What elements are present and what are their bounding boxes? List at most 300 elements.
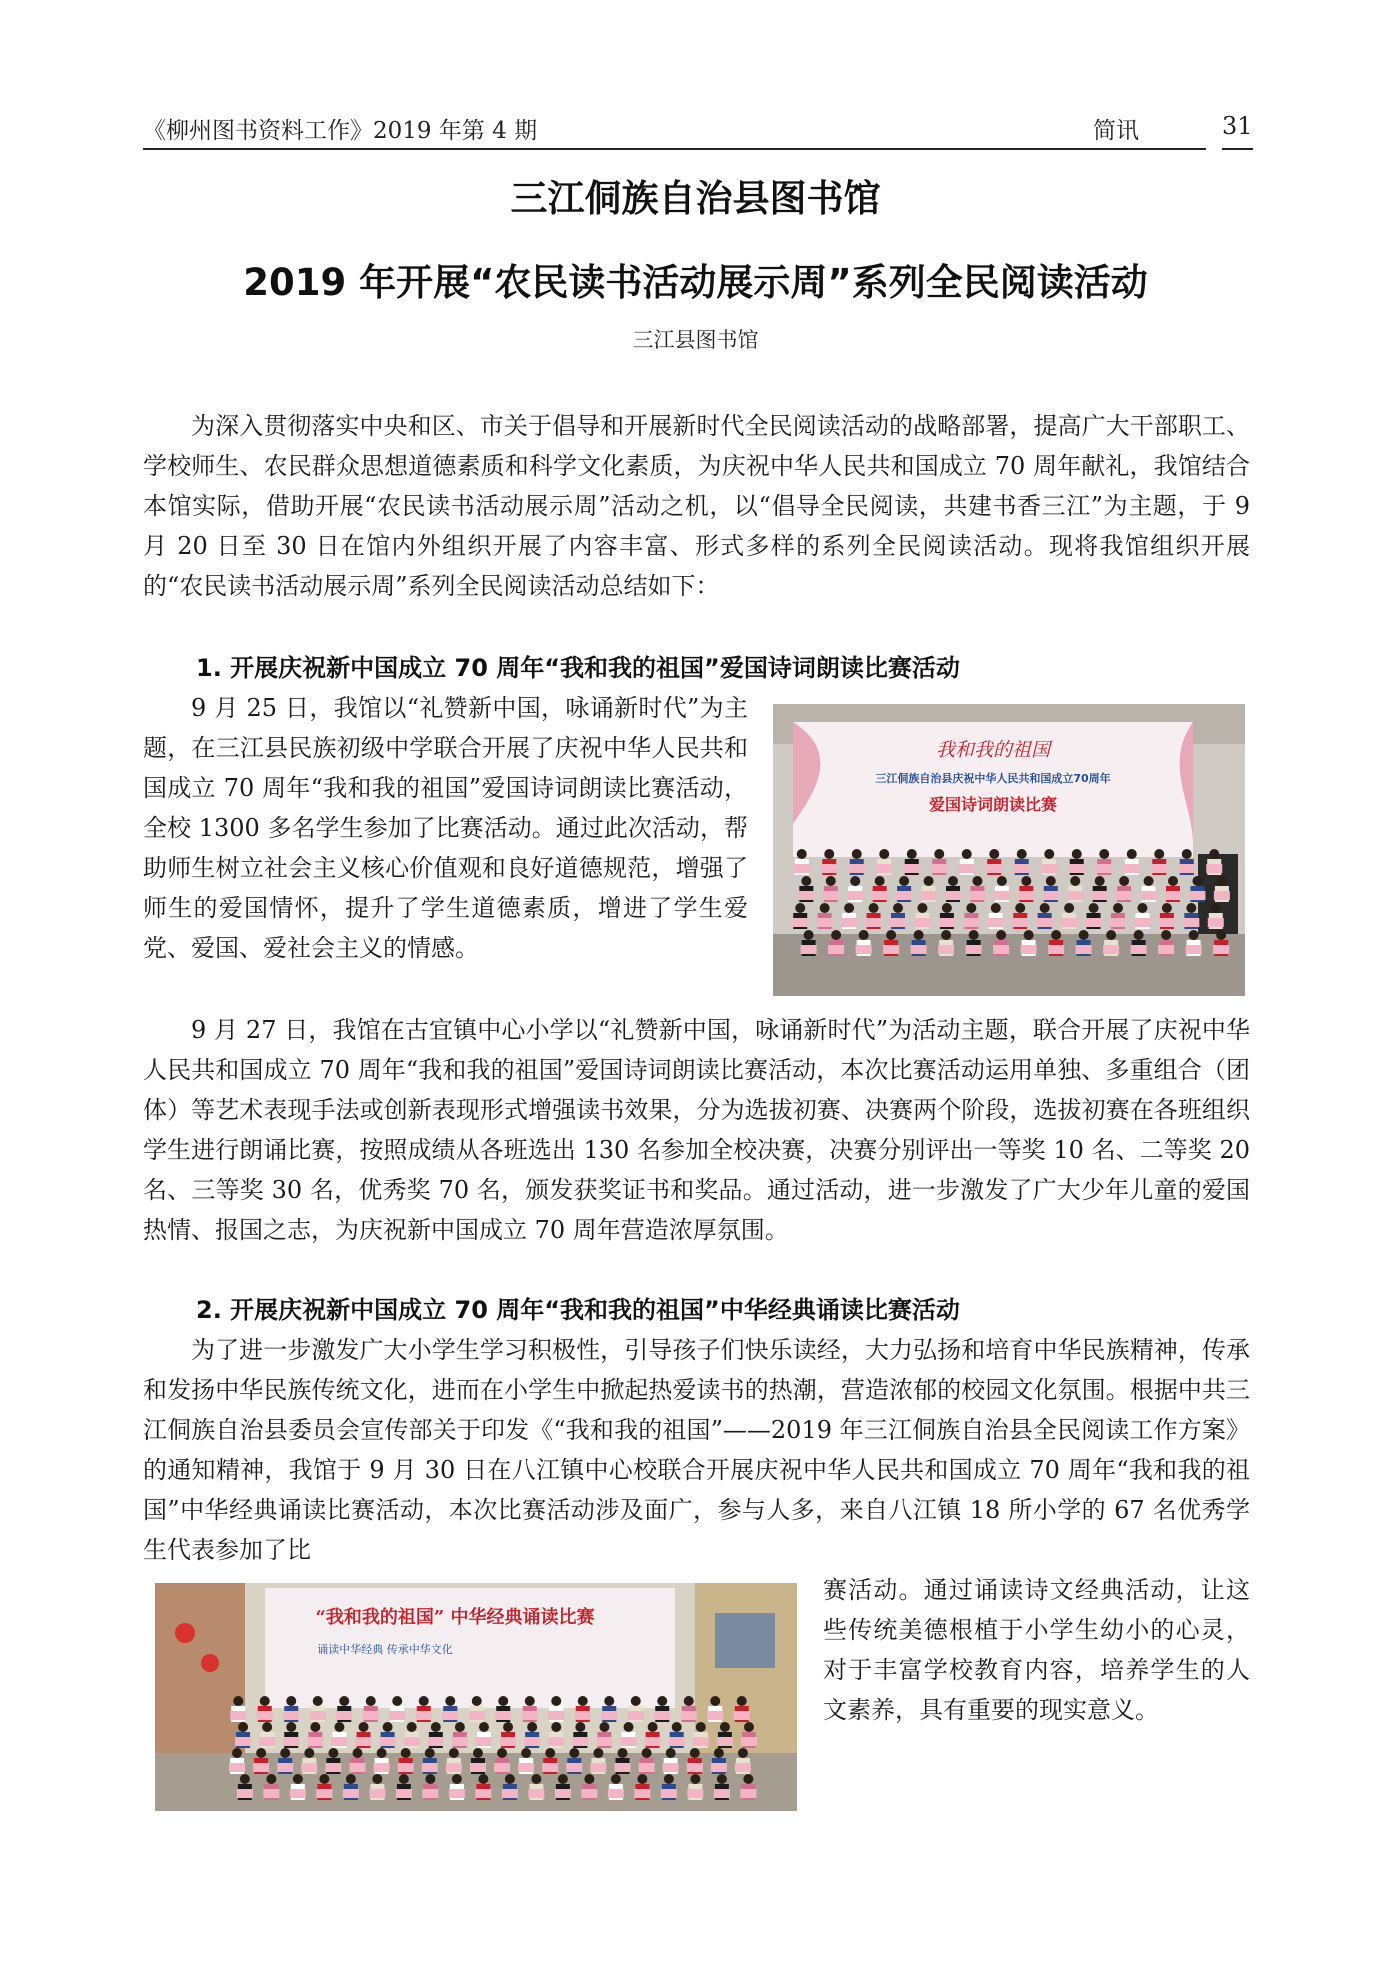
certificate: [693, 1737, 709, 1746]
student-head: [304, 1748, 314, 1758]
recital-banner-title: “我和我的祖国” 中华经典诵读比赛: [315, 1607, 595, 1628]
student-head: [690, 1748, 700, 1758]
poetry-contest-photo: [773, 704, 1245, 996]
student-head: [907, 849, 917, 859]
student-head: [1189, 930, 1199, 940]
certificate: [872, 891, 888, 900]
student-head: [1168, 876, 1178, 886]
certificate: [801, 945, 817, 954]
student-head: [850, 876, 860, 886]
student-head: [997, 876, 1007, 886]
student-head: [934, 849, 944, 859]
certificate: [572, 1737, 588, 1746]
student-head: [720, 1722, 730, 1732]
certificate: [1189, 891, 1205, 900]
student-head: [527, 1722, 537, 1732]
certificate: [1069, 864, 1085, 873]
student-head: [479, 1722, 489, 1732]
student-head: [996, 930, 1006, 940]
student-head: [558, 1774, 568, 1784]
certificate: [938, 945, 954, 954]
certificate: [966, 945, 982, 954]
certificate: [849, 864, 865, 873]
student-head: [286, 1722, 296, 1732]
student-head: [497, 1748, 507, 1758]
certificate: [518, 1763, 534, 1772]
certificate: [714, 1789, 730, 1798]
certificate: [1037, 918, 1053, 927]
student-head: [1051, 930, 1061, 940]
student-head: [844, 903, 854, 913]
certificate: [343, 1789, 359, 1798]
intro-paragraph: 为深入贯彻落实中央和区、市关于倡导和开展新时代全民阅读活动的战略部署，提高广大干部职工、学校师生、农民群众思想道德素质和科学文化素质，为庆祝中华人民共和国成立 70 周年献礼，我馆结合本馆实际，借助开展“农民读书活动展示周”活动之机，以“倡导全民阅读，共建书香三江”为主题，于 9 月 20 日至 30 日在馆内外组织开展了内容丰富、形式多样的系列全民阅读活动。现将我馆组织开展的“农民读书活动展示周”系列全民阅读活动总结如下：: [143, 412, 1250, 600]
student-head: [879, 849, 889, 859]
student-head: [1024, 930, 1034, 940]
certificate: [687, 1789, 703, 1798]
student-head: [710, 1696, 720, 1706]
student-head: [804, 930, 814, 940]
certificate: [1213, 945, 1229, 954]
certificate: [681, 1711, 697, 1720]
certificate: [628, 1711, 644, 1720]
student-head: [924, 876, 934, 886]
student-head: [826, 876, 836, 886]
student-head: [366, 1696, 376, 1706]
certificate: [575, 1711, 591, 1720]
banner-script-text: 我和我的祖国: [935, 739, 1051, 761]
student-head: [690, 1774, 700, 1784]
student-head: [966, 903, 976, 913]
certificate: [1208, 918, 1224, 927]
student-head: [310, 1722, 320, 1732]
certificate: [817, 918, 833, 927]
certificate: [890, 918, 906, 927]
section2-heading: 2. 开展庆祝新中国成立 70 周年“我和我的祖国”中华经典诵读比赛活动: [196, 1296, 960, 1324]
certificate: [1086, 918, 1102, 927]
certificate: [290, 1789, 306, 1798]
section1-paragraph2: 9 月 27 日，我馆在古宜镇中心小学以“礼赞新中国，咏诵新时代”为活动主题，联合开展了庆祝中华人民共和国成立 70 周年“我和我的祖国”爱国诗词朗读比赛活动，本次比赛活动运用单独、多重组合（团体）等艺术表现手法或创新表现形式增强读书效果，分为选拔初赛、决赛两个阶段，选拔初赛在各班组织学生进行朗诵比赛，按照成绩从各班选出 130 名参加全校决赛，决赛分别评出一等奖 10 名、二等奖 20 名、三等奖 30 名，优秀奖 70 名，颁发获奖证书和奖品。通过活动，进一步激发了广大少年儿童的爱国热情、报国之志，为庆祝新中国成立 70 周年营造浓厚氛围。: [143, 1016, 1250, 1244]
certificate: [1103, 945, 1119, 954]
certificate: [524, 1737, 540, 1746]
certificate: [1214, 891, 1230, 900]
certificate: [687, 1763, 703, 1772]
certificate: [422, 1789, 438, 1798]
certificate: [883, 945, 899, 954]
certificate: [1096, 864, 1112, 873]
certificate: [1151, 864, 1167, 873]
student-head: [941, 930, 951, 940]
certificate: [621, 1737, 637, 1746]
student-head: [256, 1748, 266, 1758]
student-head: [631, 1696, 641, 1706]
student-head: [1144, 876, 1154, 886]
classics-recital-photo-art: [155, 1583, 797, 1811]
student-head: [972, 876, 982, 886]
student-head: [648, 1722, 658, 1732]
banner-line-text: 三江侗族自治县庆祝中华人民共和国成立70周年: [875, 772, 1111, 785]
student-head: [472, 1696, 482, 1706]
student-head: [1089, 903, 1099, 913]
certificate: [1186, 945, 1202, 954]
certificate: [257, 1711, 273, 1720]
certificate: [331, 1737, 347, 1746]
certificate: [389, 1711, 405, 1720]
student-head: [578, 1696, 588, 1706]
article-title-line1: 三江侗族自治县图书馆: [510, 177, 881, 220]
certificate: [1206, 864, 1222, 873]
student-head: [1119, 876, 1129, 886]
certificate: [475, 1789, 491, 1798]
certificate: [711, 1763, 727, 1772]
certificate: [959, 864, 975, 873]
student-head: [575, 1722, 585, 1732]
certificate: [369, 1789, 385, 1798]
certificate: [876, 864, 892, 873]
student-head: [521, 1748, 531, 1758]
student-head: [824, 849, 834, 859]
student-head: [505, 1774, 515, 1784]
certificate: [283, 1711, 299, 1720]
student-head: [1186, 903, 1196, 913]
certificate: [993, 945, 1009, 954]
student-head: [1064, 903, 1074, 913]
certificate: [794, 864, 810, 873]
student-head: [886, 930, 896, 940]
student-head: [401, 1748, 411, 1758]
certificate: [792, 918, 808, 927]
classics-recital-photo: [155, 1583, 797, 1811]
certificate: [717, 1737, 733, 1746]
student-head: [1044, 849, 1054, 859]
certificate: [442, 1711, 458, 1720]
certificate: [1131, 945, 1147, 954]
student-head: [262, 1722, 272, 1732]
student-head: [232, 1748, 242, 1758]
student-head: [1021, 876, 1031, 886]
student-head: [1046, 876, 1056, 886]
student-head: [569, 1748, 579, 1758]
student-head: [531, 1774, 541, 1784]
student-head: [991, 903, 1001, 913]
student-head: [1211, 903, 1221, 913]
certificate: [639, 1763, 655, 1772]
student-head: [948, 876, 958, 886]
red-lantern: [175, 1623, 195, 1643]
certificate: [566, 1763, 582, 1772]
student-head: [425, 1748, 435, 1758]
student-head: [611, 1774, 621, 1784]
student-head: [859, 930, 869, 940]
certificate: [283, 1737, 299, 1746]
certificate: [470, 1763, 486, 1772]
student-head: [525, 1696, 535, 1706]
poetry-contest-photo-art: [773, 704, 1245, 996]
certificate: [1116, 891, 1132, 900]
student-head: [738, 1748, 748, 1758]
certificate: [555, 1789, 571, 1798]
student-head: [717, 1774, 727, 1784]
certificate: [654, 1711, 670, 1720]
article-title-line2: 2019 年开展“农民读书活动展示周”系列全民阅读活动: [243, 261, 1148, 304]
header-rule: [143, 148, 1206, 150]
student-head: [795, 903, 805, 913]
certificate: [741, 1737, 757, 1746]
student-head: [657, 1696, 667, 1706]
certificate: [740, 1789, 756, 1798]
student-head: [266, 1774, 276, 1784]
recital-banner-sub: 诵读中华经典 传承中华文化: [317, 1643, 453, 1656]
student-head: [1162, 903, 1172, 913]
student-head: [664, 1774, 674, 1784]
student-head: [445, 1696, 455, 1706]
certificate: [661, 1789, 677, 1798]
certificate: [363, 1711, 379, 1720]
certificate: [1134, 918, 1150, 927]
student-head: [737, 1696, 747, 1706]
student-head: [233, 1696, 243, 1706]
certificate: [259, 1737, 275, 1746]
student-head: [1154, 849, 1164, 859]
student-head: [240, 1774, 250, 1784]
certificate: [548, 1737, 564, 1746]
certificate: [590, 1763, 606, 1772]
student-head: [743, 1774, 753, 1784]
student-head: [419, 1696, 429, 1706]
certificate: [542, 1763, 558, 1772]
certificate: [253, 1763, 269, 1772]
section-label: 简讯: [1093, 118, 1139, 144]
section1-paragraph1: 9 月 25 日，我馆以“礼赞新中国，咏诵新时代”为主题，在三江县民族初级中学联合开展了庆祝中华人民共和国成立 70 周年“我和我的祖国”爱国诗词朗读比赛活动，全校 1300 多名学生参加了比赛活动。通过此次活动，帮助师生树立社会主义核心价值观和良好道德规范，增强了师生的爱国情怀，提升了学生道德素质，增进了学生爱党、爱国、爱社会主义的情感。: [143, 694, 748, 962]
certificate: [911, 945, 927, 954]
certificate: [416, 1711, 432, 1720]
student-head: [1106, 930, 1116, 940]
student-head: [1040, 903, 1050, 913]
student-head: [672, 1722, 682, 1732]
student-head: [1137, 903, 1147, 913]
certificate: [821, 864, 837, 873]
certificate: [856, 945, 872, 954]
certificate: [350, 1763, 366, 1772]
student-head: [624, 1722, 634, 1732]
student-head: [1099, 849, 1109, 859]
certificate: [707, 1711, 723, 1720]
student-head: [238, 1722, 248, 1732]
certificate: [494, 1763, 510, 1772]
certificate: [1067, 891, 1083, 900]
certificate: [476, 1737, 492, 1746]
certificate: [229, 1763, 245, 1772]
certificate: [446, 1763, 462, 1772]
certificate: [1179, 864, 1195, 873]
student-head: [353, 1748, 363, 1758]
student-head: [372, 1774, 382, 1784]
student-head: [584, 1774, 594, 1784]
certificate: [301, 1763, 317, 1772]
journal-header: 《柳州图书资料工作》2019 年第 4 期: [143, 118, 538, 144]
student-head: [452, 1774, 462, 1784]
student-head: [551, 1696, 561, 1706]
certificate: [548, 1711, 564, 1720]
student-head: [801, 876, 811, 886]
student-head: [359, 1722, 369, 1732]
student-head: [478, 1774, 488, 1784]
student-head: [392, 1696, 402, 1706]
student-head: [637, 1774, 647, 1784]
certificate: [823, 891, 839, 900]
student-head: [684, 1696, 694, 1706]
certificate: [1141, 891, 1157, 900]
student-head: [642, 1748, 652, 1758]
student-head: [1216, 930, 1226, 940]
page-number: 31: [1222, 112, 1253, 150]
certificate: [404, 1737, 420, 1746]
certificate: [1183, 918, 1199, 927]
certificate: [1158, 945, 1174, 954]
certificate: [963, 918, 979, 927]
certificate: [634, 1789, 650, 1798]
student-head: [1079, 930, 1089, 940]
student-head: [377, 1748, 387, 1758]
certificate: [914, 918, 930, 927]
student-head: [914, 930, 924, 940]
certificate: [581, 1789, 597, 1798]
student-head: [449, 1748, 459, 1758]
certificate: [669, 1737, 685, 1746]
article-author: 三江县图书馆: [632, 328, 759, 352]
student-head: [852, 849, 862, 859]
certificate: [1092, 891, 1108, 900]
certificate: [1014, 864, 1030, 873]
student-head: [293, 1774, 303, 1784]
certificate: [522, 1711, 538, 1720]
certificate: [1048, 945, 1064, 954]
certificate: [528, 1789, 544, 1798]
certificate: [356, 1737, 372, 1746]
certificate: [921, 891, 937, 900]
student-head: [942, 903, 952, 913]
certificate: [1159, 918, 1175, 927]
certificate: [1076, 945, 1092, 954]
certificate: [988, 918, 1004, 927]
student-head: [346, 1774, 356, 1784]
certificate: [235, 1737, 251, 1746]
certificate: [316, 1789, 332, 1798]
certificate: [449, 1789, 465, 1798]
student-head: [989, 849, 999, 859]
student-head: [618, 1748, 628, 1758]
certificate: [931, 864, 947, 873]
certificate: [1012, 918, 1028, 927]
certificate: [866, 918, 882, 927]
section1-heading: 1. 开展庆祝新中国成立 70 周年“我和我的祖国”爱国诗词朗读比赛活动: [196, 654, 960, 682]
certificate: [986, 864, 1002, 873]
student-head: [666, 1748, 676, 1758]
student-head: [875, 876, 885, 886]
student-head: [407, 1722, 417, 1732]
certificate: [495, 1711, 511, 1720]
student-head: [797, 849, 807, 859]
banner-title-text: 爱国诗词朗读比赛: [928, 795, 1058, 814]
certificate: [994, 891, 1010, 900]
certificate: [904, 864, 920, 873]
certificate: [1018, 891, 1034, 900]
certificate: [469, 1711, 485, 1720]
student-head: [1182, 849, 1192, 859]
student-head: [1192, 876, 1202, 886]
certificate: [1061, 918, 1077, 927]
certificate: [663, 1763, 679, 1772]
student-head: [455, 1722, 465, 1732]
student-head: [696, 1722, 706, 1732]
certificate: [945, 891, 961, 900]
certificate: [601, 1711, 617, 1720]
certificate: [608, 1789, 624, 1798]
student-head: [545, 1748, 555, 1758]
certificate: [310, 1711, 326, 1720]
section2-paragraph2: 赛活动。通过诵读诗文经典活动，让这些传统美德根植于小学生幼小的心灵，对于丰富学校教育内容，培养学生的人文素养，具有重要的现实意义。: [823, 1576, 1250, 1724]
certificate: [645, 1737, 661, 1746]
certificate: [615, 1763, 631, 1772]
certificate: [422, 1763, 438, 1772]
student-head: [339, 1696, 349, 1706]
certificate: [1110, 918, 1126, 927]
student-head: [280, 1748, 290, 1758]
student-head: [1127, 849, 1137, 859]
certificate: [939, 918, 955, 927]
student-head: [399, 1774, 409, 1784]
certificate: [452, 1737, 468, 1746]
certificate: [374, 1763, 390, 1772]
certificate: [1124, 864, 1140, 873]
certificate: [277, 1763, 293, 1772]
student-head: [899, 876, 909, 886]
certificate: [847, 891, 863, 900]
student-head: [869, 903, 879, 913]
student-head: [473, 1748, 483, 1758]
student-head: [498, 1696, 508, 1706]
student-head: [551, 1722, 561, 1732]
student-head: [286, 1696, 296, 1706]
student-head: [503, 1722, 513, 1732]
student-head: [383, 1722, 393, 1732]
student-head: [744, 1722, 754, 1732]
student-head: [260, 1696, 270, 1706]
section2-paragraph1: 为了进一步激发广大小学生学习积极性，引导孩子们快乐读经，大力弘扬和培育中华民族精神，传承和发扬中华民族传统文化，进而在小学生中掀起热爱读书的热潮，营造浓郁的校园文化氛围。根据中共三江侗族自治县委员会宣传部关于印发《“我和我的祖国”——2019 年三江侗族自治县全民阅读工作方案》的通知精神，我馆于 9 月 30 日在八江镇中心校联合开展庆祝中华人民共和国成立 70 周年“我和我的祖国”中华经典诵读比赛活动，本次比赛活动涉及面广，参与人多，来自八江镇 18 所小学的 67 名优秀学生代表参加了比: [143, 1336, 1250, 1564]
certificate: [502, 1789, 518, 1798]
certificate: [230, 1711, 246, 1720]
certificate: [336, 1711, 352, 1720]
certificate: [1043, 891, 1059, 900]
certificate: [969, 891, 985, 900]
student-head: [593, 1748, 603, 1758]
student-head: [1161, 930, 1171, 940]
certificate: [841, 918, 857, 927]
certificate: [734, 1711, 750, 1720]
certificate: [798, 891, 814, 900]
certificate: [380, 1737, 396, 1746]
certificate: [237, 1789, 253, 1798]
student-head: [1072, 849, 1082, 859]
certificate: [325, 1763, 341, 1772]
student-head: [1209, 849, 1219, 859]
student-head: [1134, 930, 1144, 940]
certificate: [896, 891, 912, 900]
certificate: [1165, 891, 1181, 900]
certificate: [428, 1737, 444, 1746]
certificate: [1041, 864, 1057, 873]
student-head: [1017, 849, 1027, 859]
certificate: [596, 1737, 612, 1746]
